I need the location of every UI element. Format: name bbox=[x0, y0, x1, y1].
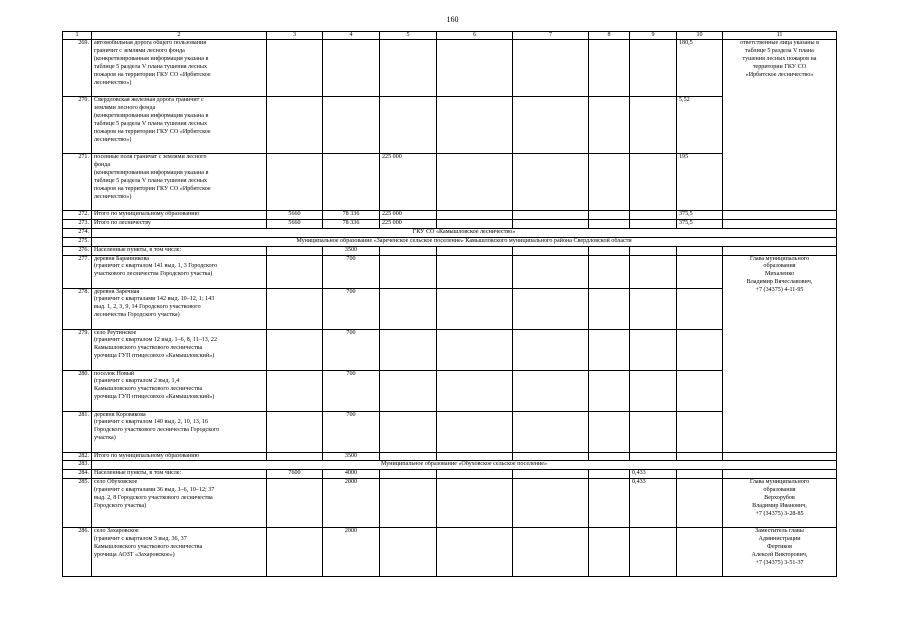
responsible-persons bbox=[723, 40, 837, 211]
table-row bbox=[63, 97, 837, 154]
row-description bbox=[92, 255, 267, 288]
responsible-persons-line: Глава муниципального bbox=[749, 255, 810, 262]
empty-cell bbox=[513, 479, 589, 528]
empty-cell bbox=[677, 246, 723, 255]
row-description bbox=[92, 329, 267, 370]
column-header: 1 bbox=[63, 32, 92, 40]
empty-cell bbox=[630, 154, 677, 211]
row-description-line: Камышловского участкового лесничества bbox=[94, 345, 203, 352]
municipality-title-row bbox=[63, 461, 837, 470]
empty-cell bbox=[513, 288, 589, 329]
empty-cell bbox=[630, 452, 677, 461]
row-description-line: деревня Заречная bbox=[94, 288, 140, 295]
empty-cell bbox=[630, 255, 677, 288]
row-description-line: таблице 5 раздела V плана тушения лесных bbox=[94, 177, 208, 184]
row-number: 281. bbox=[63, 411, 92, 452]
fire-plan-table bbox=[62, 31, 837, 577]
empty-cell bbox=[513, 329, 589, 370]
col-5-value: 225 000 bbox=[380, 219, 437, 228]
table-row bbox=[63, 479, 837, 528]
responsible-persons-line: Администрации bbox=[758, 536, 801, 543]
column-header: 5 bbox=[380, 32, 437, 40]
table-row bbox=[63, 211, 837, 220]
responsible-persons-line: Верхорубов bbox=[764, 495, 795, 502]
row-number: 277. bbox=[63, 255, 92, 288]
empty-cell bbox=[437, 470, 513, 479]
empty-cell bbox=[589, 154, 630, 211]
empty-cell bbox=[677, 288, 723, 329]
empty-cell bbox=[380, 370, 437, 411]
empty-cell bbox=[630, 370, 677, 411]
empty-cell bbox=[589, 288, 630, 329]
col-10-value: 180,5 bbox=[677, 40, 723, 97]
responsible-persons-line: Владимир Вячеславович, bbox=[746, 279, 813, 286]
empty-cell bbox=[723, 470, 837, 479]
table-row bbox=[63, 411, 837, 452]
col-4-value: 700 bbox=[323, 255, 380, 288]
empty-cell bbox=[513, 470, 589, 479]
empty-cell bbox=[513, 370, 589, 411]
row-description-line: таблице 5 раздела V плана тушения лесных bbox=[94, 120, 208, 127]
responsible-persons-line: тушения лесных пожаров на bbox=[742, 55, 817, 62]
col-4-value: 4000 bbox=[323, 470, 380, 479]
empty-cell bbox=[380, 411, 437, 452]
empty-cell bbox=[380, 452, 437, 461]
row-description-line: лесничество») bbox=[94, 193, 132, 200]
col-4-value bbox=[323, 97, 380, 154]
responsible-persons-line: образования bbox=[763, 263, 796, 270]
empty-cell bbox=[437, 288, 513, 329]
row-description bbox=[92, 411, 267, 452]
empty-cell bbox=[513, 154, 589, 211]
col-10-value: 195 bbox=[677, 154, 723, 211]
empty-cell bbox=[677, 528, 723, 577]
row-number: 269. bbox=[63, 40, 92, 97]
row-number: 282. bbox=[63, 452, 92, 461]
col-3-value bbox=[267, 255, 323, 288]
responsible-persons bbox=[723, 255, 837, 452]
empty-cell bbox=[589, 411, 630, 452]
empty-cell bbox=[630, 97, 677, 154]
row-description-line: Городского участкового лесничества Городского bbox=[94, 427, 220, 434]
column-header: 7 bbox=[513, 32, 589, 40]
col-10-value: 5,52 bbox=[677, 97, 723, 154]
empty-cell bbox=[513, 528, 589, 577]
row-description-line: Итого по муниципальному образованию bbox=[94, 452, 200, 459]
empty-cell bbox=[723, 211, 837, 220]
row-description-line: пожаров на территории ГКУ СО «Ирбитское bbox=[94, 71, 211, 78]
col-10-value: 375,5 bbox=[677, 219, 723, 228]
row-description-line: Итого по муниципальному образованию bbox=[94, 211, 200, 217]
responsible-persons-line: Глава муниципального bbox=[749, 479, 810, 486]
row-description-line: Населенные пункты, в том числе: bbox=[94, 246, 182, 253]
table-row bbox=[63, 246, 837, 255]
col-4-value: 700 bbox=[323, 288, 380, 329]
empty-cell bbox=[437, 370, 513, 411]
column-header: 11 bbox=[723, 32, 837, 40]
empty-cell bbox=[589, 470, 630, 479]
empty-cell bbox=[380, 470, 437, 479]
column-header: 2 bbox=[92, 32, 267, 40]
row-description-line: пожаров на территории ГКУ СО «Ирбитское bbox=[94, 128, 211, 135]
empty-cell bbox=[437, 528, 513, 577]
column-header: 6 bbox=[437, 32, 513, 40]
row-description-line: Итого по лесничеству bbox=[94, 219, 151, 226]
empty-cell bbox=[589, 246, 630, 255]
row-description-line: урочища ГУП птицесовхоз «Камышловский») bbox=[94, 394, 215, 401]
municipality-title-row bbox=[63, 237, 837, 246]
responsible-persons-line: ответственные лица указаны в bbox=[740, 40, 819, 46]
col-4-value: 700 bbox=[323, 329, 380, 370]
row-description-line: (конкретизированная информация указана в bbox=[94, 112, 209, 119]
row-description-line: село Реутинское bbox=[94, 329, 137, 336]
col-4-value: 700 bbox=[323, 370, 380, 411]
col-3-value: 5660 bbox=[267, 211, 323, 220]
table-header-row bbox=[63, 32, 837, 40]
row-number: 286. bbox=[63, 528, 92, 577]
empty-cell bbox=[437, 211, 513, 220]
responsible-persons-line: Заместитель главы bbox=[755, 528, 804, 535]
row-description-line: таблице 5 раздела V плана тушения лесных bbox=[94, 63, 208, 70]
row-description bbox=[92, 40, 267, 97]
empty-cell bbox=[589, 329, 630, 370]
row-description-line: (конкретизированная информация указана в bbox=[94, 55, 209, 62]
col-4-value: 2000 bbox=[323, 479, 380, 528]
empty-cell bbox=[630, 288, 677, 329]
row-description bbox=[92, 154, 267, 211]
row-description-line: деревня Баранникова bbox=[94, 255, 149, 262]
col-5-value bbox=[380, 40, 437, 97]
table-row bbox=[63, 154, 837, 211]
empty-cell bbox=[630, 246, 677, 255]
row-description-line: выд. 1, 2, 3, 9, 14 Городского участкового bbox=[94, 304, 201, 311]
row-description bbox=[92, 528, 267, 577]
row-description-line: пожаров на территории ГКУ СО «Ирбитское bbox=[94, 185, 211, 192]
row-number: 278. bbox=[63, 288, 92, 329]
empty-cell bbox=[677, 470, 723, 479]
row-description-line: землями лесного фонда bbox=[94, 104, 156, 111]
row-number: 276. bbox=[63, 246, 92, 255]
row-description-line: Камышловского участкового лесничества bbox=[94, 386, 203, 393]
empty-cell bbox=[513, 40, 589, 97]
col-5-value: 225 000 bbox=[380, 211, 437, 220]
empty-cell bbox=[589, 97, 630, 154]
empty-cell bbox=[380, 479, 437, 528]
page-number: 160 bbox=[446, 15, 459, 24]
row-description-line: урочища ГУП птицесовхоз «Камышловский») bbox=[94, 353, 215, 360]
row-number: 280. bbox=[63, 370, 92, 411]
row-number: 272. bbox=[63, 211, 92, 220]
responsible-persons-line: Алексей Викторович, bbox=[751, 551, 808, 558]
row-number: 273. bbox=[63, 219, 92, 228]
row-description-line: участка) bbox=[94, 435, 116, 442]
row-description bbox=[92, 288, 267, 329]
table-row bbox=[63, 288, 837, 329]
column-header: 8 bbox=[589, 32, 630, 40]
column-header: 3 bbox=[267, 32, 323, 40]
responsible-persons-line: Фертиков bbox=[767, 544, 792, 551]
empty-cell bbox=[437, 97, 513, 154]
empty-cell bbox=[437, 452, 513, 461]
empty-cell bbox=[723, 246, 837, 255]
row-description-line: поселок Новый bbox=[94, 370, 135, 377]
col-5-value: 225 000 bbox=[380, 154, 437, 211]
row-number: 284. bbox=[63, 470, 92, 479]
empty-cell bbox=[437, 246, 513, 255]
col-4-value: 2000 bbox=[323, 528, 380, 577]
empty-cell bbox=[589, 255, 630, 288]
row-description bbox=[92, 246, 267, 255]
row-number: 279. bbox=[63, 329, 92, 370]
responsible-persons-line: территории ГКУ СО bbox=[752, 63, 807, 70]
row-number: 274. bbox=[63, 228, 92, 237]
row-description-line: село Захаровское bbox=[94, 528, 139, 535]
row-description-line: участкового лесничества Городского участка) bbox=[94, 271, 213, 278]
col-4-value: 700 bbox=[323, 411, 380, 452]
row-description bbox=[92, 452, 267, 461]
col-3-value bbox=[267, 288, 323, 329]
col-9-value: 0,433 bbox=[630, 479, 677, 528]
empty-cell bbox=[589, 219, 630, 228]
empty-cell bbox=[630, 219, 677, 228]
responsible-persons bbox=[723, 479, 837, 528]
col-3-value bbox=[267, 411, 323, 452]
empty-cell bbox=[513, 211, 589, 220]
responsible-persons-line: таблице 5 раздела V плана bbox=[745, 47, 814, 54]
empty-cell bbox=[437, 329, 513, 370]
responsible-persons bbox=[723, 528, 837, 577]
empty-cell bbox=[677, 452, 723, 461]
responsible-persons-line: «Ирбитское лесничество» bbox=[745, 71, 814, 78]
empty-cell bbox=[380, 246, 437, 255]
responsible-persons-line: образования bbox=[763, 487, 796, 494]
empty-cell bbox=[589, 211, 630, 220]
empty-cell bbox=[630, 411, 677, 452]
section-title: Муниципальное образование «Зареченское сельское поселение» Камышловского муниципального района Свердловской области bbox=[92, 237, 837, 246]
empty-cell bbox=[437, 255, 513, 288]
column-header: 9 bbox=[630, 32, 677, 40]
empty-cell bbox=[589, 40, 630, 97]
row-description-line: автомобильная дорога общего пользования bbox=[94, 40, 207, 46]
empty-cell bbox=[589, 479, 630, 528]
col-3-value bbox=[267, 154, 323, 211]
empty-cell bbox=[267, 479, 323, 528]
empty-cell bbox=[677, 329, 723, 370]
empty-cell bbox=[380, 288, 437, 329]
row-description-line: фонда bbox=[94, 161, 111, 168]
row-description-line: (граничит с кварталом 3 выд. 36, 37 bbox=[94, 536, 187, 543]
col-4-value: 78 336 bbox=[323, 219, 380, 228]
table-body bbox=[63, 32, 837, 577]
empty-cell bbox=[380, 329, 437, 370]
col-3-value bbox=[267, 97, 323, 154]
col-3-value bbox=[267, 40, 323, 97]
empty-cell bbox=[380, 255, 437, 288]
row-description-line: граничит с землями лесного фонда bbox=[94, 47, 185, 54]
col-9-value bbox=[630, 528, 677, 577]
responsible-persons-line: +7 (34375) 3-51-37 bbox=[755, 559, 804, 566]
row-description-line: выд. 2, 8 Городского участкового лесничества bbox=[94, 495, 213, 502]
column-header: 10 bbox=[677, 32, 723, 40]
empty-cell bbox=[589, 452, 630, 461]
table-row bbox=[63, 528, 837, 577]
empty-cell bbox=[267, 528, 323, 577]
row-description-line: урочища АОЗТ «Захаровское») bbox=[94, 551, 175, 558]
row-description-line: (граничит с кварталом 12 выд. 1–6, 8, 11–13, 22 bbox=[94, 337, 217, 344]
row-description-line: Камышловского участкового лесничества bbox=[94, 544, 203, 551]
empty-cell bbox=[513, 97, 589, 154]
responsible-persons-line: Владимир Иванович, bbox=[752, 502, 807, 509]
empty-cell bbox=[589, 528, 630, 577]
col-3-value: 5660 bbox=[267, 219, 323, 228]
col-3-value bbox=[267, 246, 323, 255]
row-number: 285. bbox=[63, 479, 92, 528]
table-row bbox=[63, 452, 837, 461]
table-row bbox=[63, 329, 837, 370]
col-10-value: 375,5 bbox=[677, 211, 723, 220]
empty-cell bbox=[677, 255, 723, 288]
row-description-line: (конкретизированная информация указана в bbox=[94, 169, 209, 176]
empty-cell bbox=[677, 370, 723, 411]
responsible-persons-line: +7 (34375) 4-11-95 bbox=[755, 287, 804, 294]
row-description-line: (граничит с кварталами 142 выд. 10–12, 1; 143 bbox=[94, 296, 215, 303]
row-description-line: посевные поля граничат с землями лесного bbox=[94, 154, 207, 160]
row-number: 275. bbox=[63, 237, 92, 246]
row-description-line: (граничит с кварталом 2 выд. 1,4 bbox=[94, 378, 180, 385]
col-4-value bbox=[323, 154, 380, 211]
empty-cell bbox=[630, 329, 677, 370]
table-row bbox=[63, 255, 837, 288]
row-description-line: лесничество») bbox=[94, 79, 132, 86]
empty-cell bbox=[589, 370, 630, 411]
row-description-line: (граничит с кварталом 140 выд. 2, 10, 13, 16 bbox=[94, 419, 209, 426]
row-description-line: Городского участка) bbox=[94, 502, 147, 509]
empty-cell bbox=[437, 479, 513, 528]
row-description bbox=[92, 97, 267, 154]
empty-cell bbox=[437, 40, 513, 97]
row-description-line: село Обуховское bbox=[94, 479, 138, 486]
row-number: 283. bbox=[63, 461, 92, 470]
table-row bbox=[63, 470, 837, 479]
col-9-value: 0,433 bbox=[630, 470, 677, 479]
col-4-value bbox=[323, 40, 380, 97]
column-header: 4 bbox=[323, 32, 380, 40]
row-description-line: Свердловская железная дорога граничит с bbox=[94, 97, 204, 103]
row-description bbox=[92, 479, 267, 528]
table-row bbox=[63, 40, 837, 97]
responsible-persons-line: Михаленко bbox=[764, 271, 795, 278]
col-3-value bbox=[267, 329, 323, 370]
row-description-line: лесничество») bbox=[94, 136, 132, 143]
empty-cell bbox=[513, 452, 589, 461]
col-4-value: 3500 bbox=[323, 452, 380, 461]
empty-cell bbox=[513, 246, 589, 255]
col-3-value: 7600 bbox=[267, 470, 323, 479]
col-3-value bbox=[267, 370, 323, 411]
table-row bbox=[63, 370, 837, 411]
empty-cell bbox=[437, 154, 513, 211]
section-title: ГКУ СО «Камышловское лесничество» bbox=[92, 228, 837, 237]
row-description-line: (граничит с кварталами 36 выд. 1–6, 10–12; 37 bbox=[94, 487, 215, 494]
empty-cell bbox=[513, 411, 589, 452]
row-description-line: (граничит с кварталом 141 выд. 1, 3 Городского bbox=[94, 263, 218, 270]
row-description-line: деревня Коровякова bbox=[94, 411, 146, 418]
empty-cell bbox=[677, 479, 723, 528]
forestry-title-row bbox=[63, 228, 837, 237]
col-4-value: 3500 bbox=[323, 246, 380, 255]
row-description bbox=[92, 370, 267, 411]
empty-cell bbox=[380, 528, 437, 577]
row-number: 271. bbox=[63, 154, 92, 211]
empty-cell bbox=[437, 411, 513, 452]
empty-cell bbox=[723, 452, 837, 461]
empty-cell bbox=[513, 219, 589, 228]
empty-cell bbox=[630, 40, 677, 97]
empty-cell bbox=[677, 411, 723, 452]
table-row bbox=[63, 219, 837, 228]
responsible-persons-line: +7 (34375) 3-28-85 bbox=[755, 510, 804, 517]
empty-cell bbox=[723, 219, 837, 228]
empty-cell bbox=[437, 219, 513, 228]
col-5-value bbox=[380, 97, 437, 154]
empty-cell bbox=[513, 255, 589, 288]
row-description: Населенные пункты, в том числе: bbox=[92, 470, 267, 479]
empty-cell bbox=[630, 211, 677, 220]
col-4-value: 78 336 bbox=[323, 211, 380, 220]
col-3-value bbox=[267, 452, 323, 461]
row-number: 270. bbox=[63, 97, 92, 154]
section-title: Муниципальное образование «Обуховское сельское поселение» bbox=[92, 461, 837, 470]
row-description bbox=[92, 219, 267, 228]
row-description-line: лесничества Городского участка) bbox=[94, 312, 180, 319]
row-description bbox=[92, 211, 267, 220]
